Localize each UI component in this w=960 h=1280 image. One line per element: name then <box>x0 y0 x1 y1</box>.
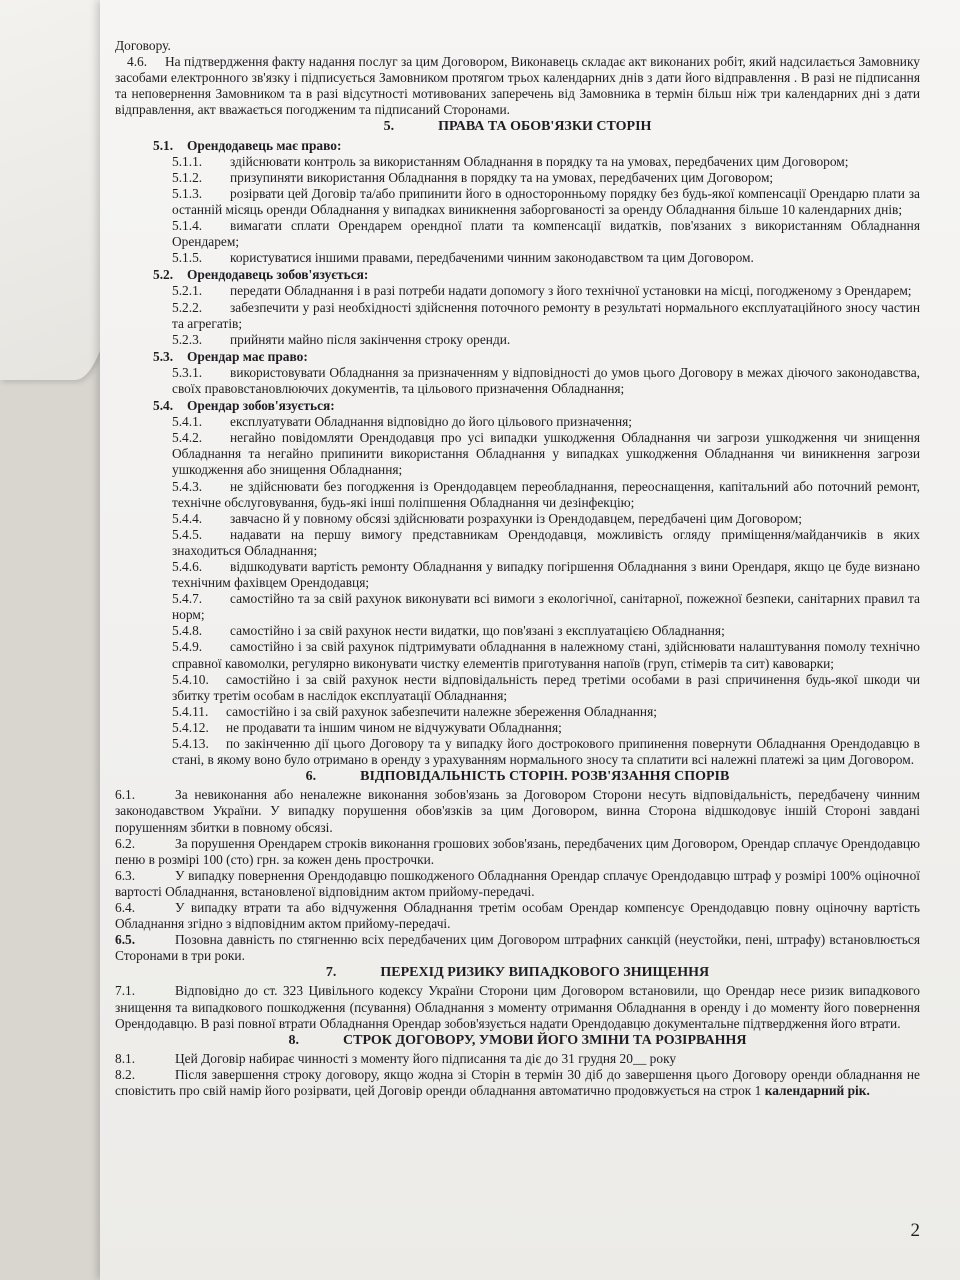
document-body <box>115 38 920 1099</box>
clause-text: самостійно і за свій рахунок підтримувати обладнання в належному стані, здійснювати налаштування помолу технічно справної кавомолки, регулярно виконувати чистку елементів приготування напоїв (груп, стімерів та сит) кавоварки; <box>172 639 920 671</box>
clause-item <box>115 527 920 559</box>
clause-item <box>115 736 920 768</box>
subsection-heading <box>153 138 920 154</box>
section-title: СТРОК ДОГОВОРУ, УМОВИ ЙОГО ЗМІНИ ТА РОЗІРВАННЯ <box>343 1032 747 1048</box>
clause-item <box>115 154 920 170</box>
clause-item <box>115 787 920 835</box>
subsection-title: Орендодавець має право: <box>187 137 342 153</box>
clause-text: самостійно та за свій рахунок виконувати всі вимоги з екологічної, санітарної, пожежної безпеки, санітарних правил та норм; <box>172 591 920 623</box>
clause-4-6 <box>115 54 920 118</box>
subsection-heading <box>153 398 920 414</box>
clause-text: Позовна давність по стягненню всіх передбачених цим Договором штрафних санкцій (неустойки, пені, штрафу) встановлюється Сторонами в три роки. <box>115 932 920 964</box>
clause-item <box>115 900 920 932</box>
clause-number: 5.2.2. <box>172 299 203 315</box>
clause-number: 5.4.1. <box>172 414 203 430</box>
clause-number: 5.1.3. <box>172 185 203 201</box>
clause-text: самостійно і за свій рахунок нести видатки, що пов'язані з експлуатацією Обладнання; <box>230 623 725 639</box>
clause-number: 5.4.12. <box>172 719 209 735</box>
clause-item <box>115 1067 920 1099</box>
clause-item <box>115 218 920 250</box>
clause-number: 5.1.5. <box>172 250 203 266</box>
section-title: ПРАВА ТА ОБОВ'ЯЗКИ СТОРІН <box>438 119 652 135</box>
clause-item <box>115 300 920 332</box>
section-number: 6. <box>305 769 317 785</box>
clause-text: призупиняти використання Обладнання в порядку та на умовах, передбачених цим Договором; <box>230 169 774 185</box>
clause-item <box>115 283 920 299</box>
clause-number: 6.3. <box>115 867 136 883</box>
clause-text: надавати на першу вимогу представникам Орендодавця, можливість огляду приміщення/майданчиків в яких знаходиться Обладнання; <box>172 526 920 558</box>
clause-item <box>115 186 920 218</box>
clause-number: 5.2.1. <box>172 283 203 299</box>
clause-text: Цей Договір набирає чинності з моменту його підписання та діє до 31 грудня 20__ року <box>175 1050 677 1066</box>
clause-item <box>115 704 920 720</box>
subsection-number: 5.3. <box>153 348 174 364</box>
clause-item <box>115 623 920 639</box>
clause-bold-tail: календарний рік. <box>764 1083 870 1098</box>
document-page <box>100 0 960 1280</box>
clause-item <box>115 479 920 511</box>
clause-item <box>115 250 920 266</box>
clause-text: Після завершення строку договору, якщо жодна зі Сторін в термін 30 діб до завершення цього Договору оренди обладнання не сповістить про свій намір його розірвати, цей Договір оренди обладнання автоматично продовжується на строк 1 <box>115 1066 920 1098</box>
clause-text: прийняти майно після закінчення строку оренди. <box>230 331 511 347</box>
section-5-heading <box>115 119 920 135</box>
clause-item <box>115 170 920 186</box>
clause-text: завчасно й у повному обсязі здійснювати розрахунки із Орендодавцем, передбачені цим Договором; <box>230 510 802 526</box>
page-number: 2 <box>910 1220 920 1241</box>
clause-text: передати Обладнання і в разі потреби надати допомогу з його технічної установки на місці, погодженому з Орендарем; <box>230 283 912 299</box>
clause-item <box>115 868 920 900</box>
section-8-body <box>115 1051 920 1099</box>
clause-item <box>115 1051 920 1067</box>
clause-item <box>115 836 920 868</box>
clause-text: За невиконання або неналежне виконання зобов'язань за Договором Сторони несуть відповідальність, передбачену чинним законодавством України. У випадку порушення обов'язків за цим Договором, винна Сторона відшкодовує іншій Стороні завдані порушенням збитки в повному обсязі. <box>115 787 920 835</box>
clause-text: розірвати цей Договір та/або припинити його в односторонньому порядку без будь-якої компенсації Орендарю плати за останній місяць оренди Обладнання у випадках виникнення заборгованості за оренду Обладнання більше 10 календарних днів; <box>172 185 920 217</box>
clause-number: 5.4.2. <box>172 430 203 446</box>
section-number: 7. <box>325 965 337 981</box>
clause-item <box>115 591 920 623</box>
section-title: ВІДПОВІДАЛЬНІСТЬ СТОРІН. РОЗВ'ЯЗАННЯ СПОРІВ <box>360 769 730 785</box>
clause-number: 7.1. <box>115 983 136 999</box>
subsection-number: 5.2. <box>153 267 174 283</box>
clause-text: не продавати та іншим чином не відчужувати Обладнання; <box>226 719 562 735</box>
subsection-heading <box>153 267 920 283</box>
clause-number: 5.4.9. <box>172 639 203 655</box>
clause-number: 8.1. <box>115 1050 136 1066</box>
clause-number: 5.4.8. <box>172 623 203 639</box>
section-6-heading <box>115 769 920 785</box>
clause-text: відшкодувати вартість ремонту Обладнання у випадку погіршення Обладнання з вини Орендаря, якщо це буде визнано технічним фахівцем Орендодавця; <box>172 559 920 591</box>
clause-text: по закінченню дії цього Договору та у випадку його дострокового припинення повернути Обладнання Орендодавцю в стані, в якому воно було отримано в оренду з урахуванням нормального зносу та сплатити всі належні платежі за цим Договором. <box>172 736 920 768</box>
clause-text: не здійснювати без погодження із Орендодавцем переобладнання, переоснащення, капітальний або поточний ремонт, технічне обслуговування, будь-які інші поліпшення Обладнання чи дезінфекцію; <box>172 478 920 510</box>
clause-text: самостійно і за свій рахунок забезпечити належне збереження Обладнання; <box>226 703 657 719</box>
clause-number: 6.2. <box>115 835 136 851</box>
clause-item <box>115 983 920 1031</box>
clause-number: 5.1.1. <box>172 153 203 169</box>
subsection-number: 5.1. <box>153 137 174 153</box>
section-7-body <box>115 983 920 1031</box>
section-8-heading <box>115 1033 920 1049</box>
subsection-heading <box>153 349 920 365</box>
subsection-number: 5.4. <box>153 398 174 414</box>
clause-number: 5.4.3. <box>172 478 203 494</box>
clause-item <box>115 672 920 704</box>
clause-item <box>115 639 920 671</box>
clause-item <box>115 414 920 430</box>
clause-text: На підтвердження факту надання послуг за цим Договором, Виконавець складає акт виконаних робіт, який надсилається Замовнику засобами електронного зв'язку і підписується Замовником протягом трьох календарних днів з дати його відправлення . В разі не підписання та неповернення Замовником та в разі відсутності мотивованих заперечень від Замовника в термін більш ніж три календарних дні з дати відправлення, акт вважається погодженим та підписаний Сторонами. <box>115 54 920 118</box>
clause-item <box>115 559 920 591</box>
clause-number: 5.4.11. <box>172 703 209 719</box>
subsection-title: Орендар зобов'язується: <box>187 398 335 414</box>
clause-number: 5.2.3. <box>172 331 203 347</box>
clause-text: вимагати сплати Орендарем орендної плати та компенсації видатків, пов'язаних з використанням Обладнання Орендарем; <box>172 218 920 250</box>
clause-text: За порушення Орендарем строків виконання грошових зобов'язань, передбачених цим Договором, Орендар сплачує Орендодавцю пеню в розмірі 100 (сто) грн. за кожен день прострочки. <box>115 835 920 867</box>
clause-number: 5.1.4. <box>172 218 203 234</box>
clause-text: У випадку втрати та або відчуження Обладнання третім особам Орендар компенсує Орендодавцю повну оціночну вартість Обладнання згідно з відповідним актом прийому-передачі. <box>115 899 920 932</box>
subsection-title: Орендар має право: <box>187 348 308 364</box>
section-6-body <box>115 787 920 964</box>
clause-item <box>115 720 920 736</box>
clause-number: 4.6. <box>127 54 148 70</box>
clause-text: Відповідно до ст. 323 Цивільного кодексу України Сторони цим Договором встановили, що Орендар несе ризик випадкового знищення та випадкового пошкодження (псування) Обладнання з моменту отримання Обладнання в оренду і до моменту його повернення Орендодавцю. В разі повної втрати Обладнання Орендар зобов'язується надати Орендодавцю документальне підтвердження його втрати. <box>115 983 920 1031</box>
clause-number: 5.1.2. <box>172 169 203 185</box>
section-7-heading <box>115 965 920 981</box>
intro-fragment: Договору. <box>115 38 171 53</box>
clause-text: експлуатувати Обладнання відповідно до його цільового призначення; <box>230 414 633 430</box>
section-5-body <box>115 138 920 769</box>
clause-item <box>115 511 920 527</box>
section-number: 5. <box>383 119 395 135</box>
clause-text: забезпечити у разі необхідності здійснення поточного ремонту в результаті нормального експлуатаційного зносу частин та агрегатів; <box>172 299 920 331</box>
clause-number: 6.5. <box>115 932 136 948</box>
clause-text: У випадку повернення Орендодавцю пошкодженого Обладнання Орендар сплачує Орендодавцю штраф у розмірі 100% оціночної вартості Обладнання, встановленої відповідним актом прийому-передачі. <box>115 867 920 899</box>
clause-item <box>115 430 920 478</box>
clause-number: 5.4.10. <box>172 671 209 687</box>
clause-number: 6.4. <box>115 899 136 915</box>
clause-text: користуватися іншими правами, передбаченими чинним законодавством та цим Договором. <box>230 250 754 266</box>
subsection-title: Орендодавець зобов'язується: <box>187 267 369 283</box>
clause-number: 5.4.7. <box>172 591 203 607</box>
clause-number: 5.3.1. <box>172 364 203 380</box>
clause-item <box>115 365 920 397</box>
clause-text: здійснювати контроль за використанням Обладнання в порядку та на умовах, передбачених цим Договором; <box>230 153 849 169</box>
clause-number: 5.4.6. <box>172 559 203 574</box>
clause-number: 6.1. <box>115 787 136 803</box>
clause-number: 8.2. <box>115 1066 136 1082</box>
clause-text: самостійно і за свій рахунок нести відповідальність перед третіми особами в разі спричинення будь-якої шкоди чи збитку третім особам в наслідок експлуатації Обладнання; <box>172 671 920 703</box>
section-title: ПЕРЕХІД РИЗИКУ ВИПАДКОВОГО ЗНИЩЕННЯ <box>380 965 710 981</box>
clause-number: 5.4.5. <box>172 526 203 542</box>
clause-item <box>115 932 920 964</box>
clause-text: негайно повідомляти Орендодавця про усі випадки ушкодження Обладнання чи загрози ушкодження чи знищення Обладнання та негайно припинити використання Обладнання у випадках ушкодження Обладнання чи виникнення загрози ушкодження або знищення Обладнання; <box>172 430 920 478</box>
section-number: 8. <box>288 1032 299 1048</box>
clause-text: використовувати Обладнання за призначенням у відповідності до умов цього Договору в межах діючого законодавства, своїх правовстановлюючих документів, та цільового призначення Обладнання; <box>172 364 920 396</box>
clause-item <box>115 332 920 348</box>
clause-number: 5.4.13. <box>172 736 209 752</box>
clause-number: 5.4.4. <box>172 510 203 526</box>
